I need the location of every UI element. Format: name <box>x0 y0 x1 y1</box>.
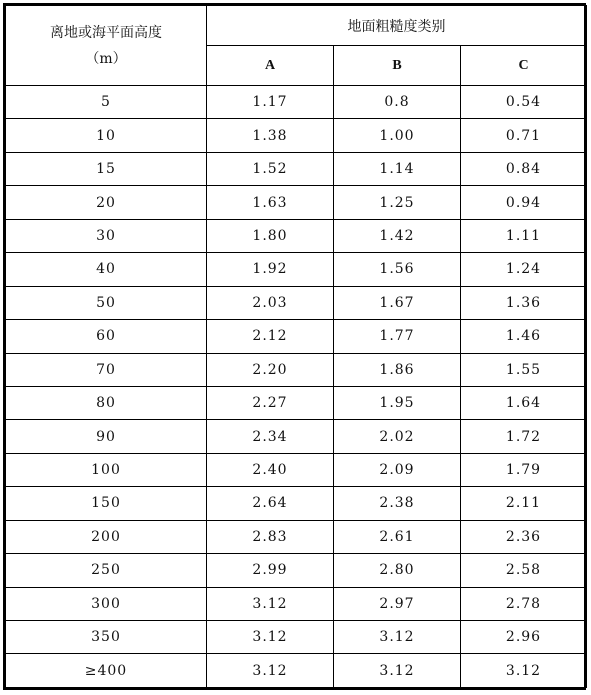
category-a-cell: 1.92 <box>207 253 334 286</box>
table-row <box>6 152 587 185</box>
category-c-cell: 2.11 <box>461 487 587 520</box>
height-cell: 20 <box>6 186 207 219</box>
wind-pressure-height-table <box>3 3 586 690</box>
category-b-cell: 2.61 <box>334 520 461 553</box>
category-b-cell: 1.25 <box>334 186 461 219</box>
category-c-cell: 2.36 <box>461 520 587 553</box>
height-cell: 70 <box>6 353 207 386</box>
category-c-cell: 1.46 <box>461 320 587 353</box>
category-c-cell: 2.96 <box>461 621 587 654</box>
height-cell: 250 <box>6 554 207 587</box>
category-b-cell: 0.8 <box>334 86 461 119</box>
category-a-cell: 2.83 <box>207 520 334 553</box>
height-cell: 100 <box>6 453 207 486</box>
category-header-c: C <box>461 46 587 86</box>
height-cell: 5 <box>6 86 207 119</box>
category-header-a: A <box>207 46 334 86</box>
category-c-cell: 0.71 <box>461 119 587 152</box>
table-row <box>6 487 587 520</box>
table-row <box>6 621 587 654</box>
category-b-cell: 1.14 <box>334 152 461 185</box>
height-cell: 80 <box>6 386 207 419</box>
table-row <box>6 420 587 453</box>
table-row <box>6 453 587 486</box>
category-b-cell: 1.77 <box>334 320 461 353</box>
roughness-category-header: 地面粗糙度类别 <box>207 6 587 46</box>
table-row <box>6 186 587 219</box>
category-b-cell: 2.38 <box>334 487 461 520</box>
category-b-cell: 1.00 <box>334 119 461 152</box>
table-row <box>6 587 587 620</box>
category-b-cell: 1.42 <box>334 219 461 252</box>
category-a-cell: 2.20 <box>207 353 334 386</box>
height-column-header <box>6 6 207 86</box>
category-header-b: B <box>334 46 461 86</box>
table-row <box>6 554 587 587</box>
table-row <box>6 253 587 286</box>
category-a-cell: 1.38 <box>207 119 334 152</box>
category-c-cell: 0.94 <box>461 186 587 219</box>
height-column-label: 离地或海平面高度 <box>50 24 162 41</box>
category-c-cell: 1.64 <box>461 386 587 419</box>
table-row <box>6 320 587 353</box>
height-cell: 150 <box>6 487 207 520</box>
table-row <box>6 119 587 152</box>
height-cell: 350 <box>6 621 207 654</box>
category-a-cell: 3.12 <box>207 654 334 688</box>
category-c-cell: 0.84 <box>461 152 587 185</box>
table-row <box>6 654 587 688</box>
category-b-cell: 2.97 <box>334 587 461 620</box>
height-cell: ≥400 <box>6 654 207 688</box>
category-a-cell: 2.34 <box>207 420 334 453</box>
category-a-cell: 3.12 <box>207 621 334 654</box>
height-cell: 90 <box>6 420 207 453</box>
category-a-cell: 1.63 <box>207 186 334 219</box>
table-row <box>6 219 587 252</box>
category-c-cell: 1.36 <box>461 286 587 319</box>
category-c-cell: 1.72 <box>461 420 587 453</box>
category-a-cell: 2.64 <box>207 487 334 520</box>
category-a-cell: 2.12 <box>207 320 334 353</box>
table-body <box>6 86 587 688</box>
table-row <box>6 86 587 119</box>
category-b-cell: 3.12 <box>334 621 461 654</box>
category-b-cell: 3.12 <box>334 654 461 688</box>
category-a-cell: 3.12 <box>207 587 334 620</box>
category-c-cell: 3.12 <box>461 654 587 688</box>
category-a-cell: 2.03 <box>207 286 334 319</box>
category-c-cell: 0.54 <box>461 86 587 119</box>
category-c-cell: 2.58 <box>461 554 587 587</box>
category-a-cell: 2.27 <box>207 386 334 419</box>
height-cell: 15 <box>6 152 207 185</box>
category-b-cell: 1.86 <box>334 353 461 386</box>
category-a-cell: 1.52 <box>207 152 334 185</box>
height-cell: 30 <box>6 219 207 252</box>
category-c-cell: 1.24 <box>461 253 587 286</box>
height-cell: 40 <box>6 253 207 286</box>
category-a-cell: 1.17 <box>207 86 334 119</box>
category-a-cell: 1.80 <box>207 219 334 252</box>
height-cell: 10 <box>6 119 207 152</box>
table-row <box>6 286 587 319</box>
category-b-cell: 2.02 <box>334 420 461 453</box>
category-c-cell: 1.11 <box>461 219 587 252</box>
table-row <box>6 520 587 553</box>
category-a-cell: 2.40 <box>207 453 334 486</box>
category-b-cell: 1.56 <box>334 253 461 286</box>
category-c-cell: 1.55 <box>461 353 587 386</box>
category-a-cell: 2.99 <box>207 554 334 587</box>
height-cell: 60 <box>6 320 207 353</box>
category-b-cell: 2.09 <box>334 453 461 486</box>
category-b-cell: 1.95 <box>334 386 461 419</box>
category-b-cell: 2.80 <box>334 554 461 587</box>
category-b-cell: 1.67 <box>334 286 461 319</box>
height-cell: 300 <box>6 587 207 620</box>
height-cell: 50 <box>6 286 207 319</box>
height-cell: 200 <box>6 520 207 553</box>
data-table <box>5 5 587 688</box>
height-column-unit: （m） <box>85 50 127 67</box>
category-c-cell: 2.78 <box>461 587 587 620</box>
category-c-cell: 1.79 <box>461 453 587 486</box>
table-row <box>6 386 587 419</box>
table-row <box>6 353 587 386</box>
